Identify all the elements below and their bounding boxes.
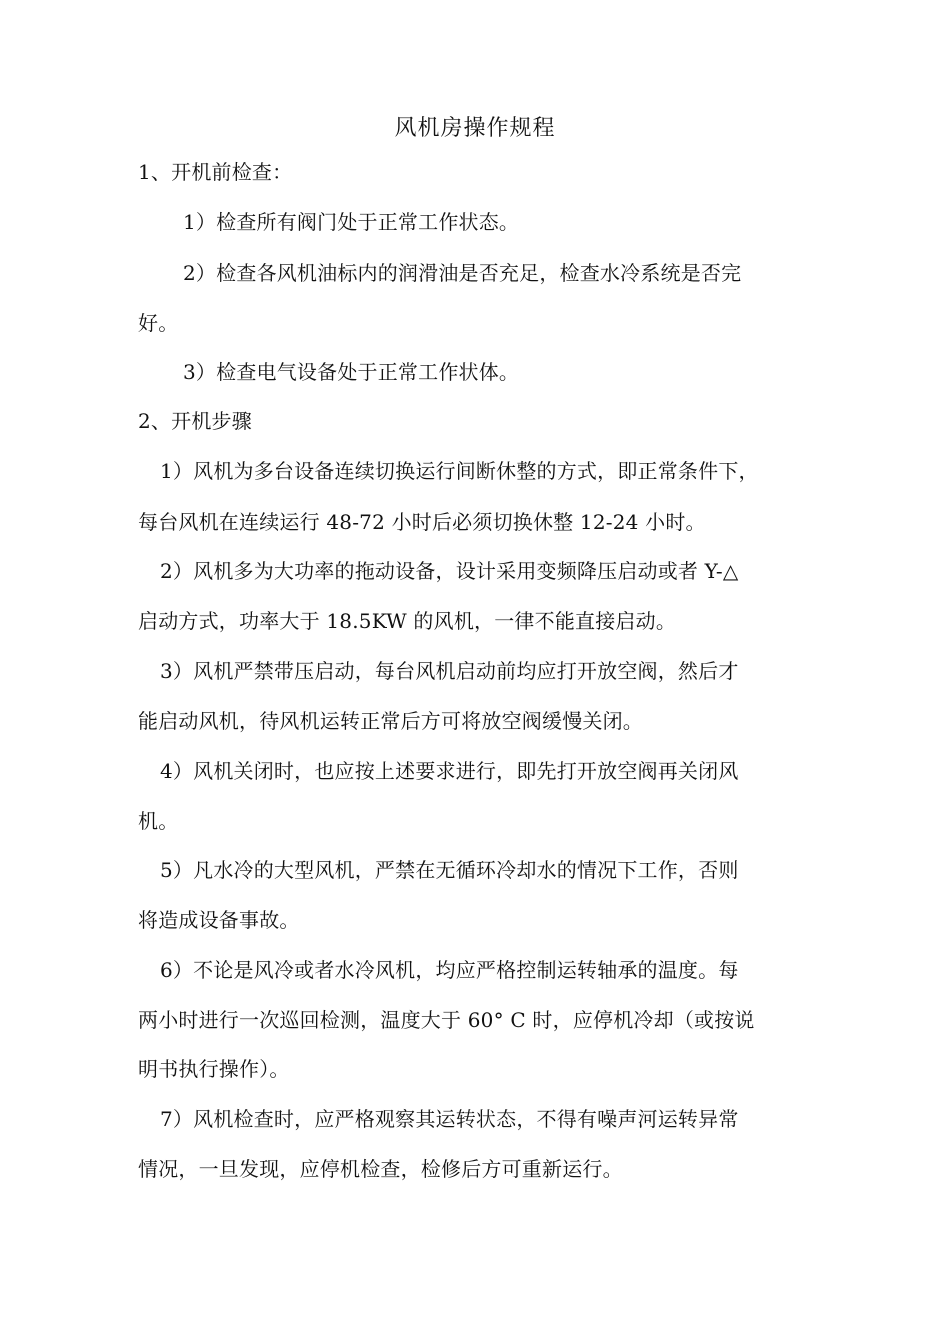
- paragraph-line: 能启动风机，待风机运转正常后方可将放空阀缓慢关闭。: [138, 709, 643, 733]
- paragraph-line: 7）风机检查时，应严格观察其运转状态，不得有噪声河运转异常: [160, 1107, 739, 1131]
- section-heading-1: 1、开机前检查：: [138, 160, 293, 184]
- paragraph-line: 情况，一旦发现，应停机检查，检修后方可重新运行。: [138, 1157, 623, 1181]
- paragraph-line: 3）检查电气设备处于正常工作状体。: [183, 360, 520, 384]
- paragraph-line: 6）不论是风冷或者水冷风机，均应严格控制运转轴承的温度。每: [160, 958, 739, 982]
- paragraph-line: 每台风机在连续运行 48-72 小时后必须切换休整 12-24 小时。: [138, 510, 706, 534]
- document-title: 风机房操作规程: [394, 116, 556, 141]
- paragraph-line: 5）凡水冷的大型风机，严禁在无循环冷却水的情况下工作，否则: [160, 858, 739, 882]
- paragraph-line: 两小时进行一次巡回检测，温度大于 60° C 时，应停机冷却（或按说: [138, 1008, 755, 1032]
- paragraph-line: 2）检查各风机油标内的润滑油是否充足，检查水冷系统是否完: [183, 261, 742, 285]
- paragraph-line: 好。: [138, 311, 179, 335]
- paragraph-line: 明书执行操作）。: [138, 1057, 290, 1081]
- paragraph-line: 1）风机为多台设备连续切换运行间断休整的方式，即正常条件下，: [160, 459, 759, 483]
- paragraph-line: 启动方式，功率大于 18.5KW 的风机，一律不能直接启动。: [138, 609, 677, 633]
- paragraph-line: 4）风机关闭时，也应按上述要求进行，即先打开放空阀再关闭风: [160, 759, 739, 783]
- paragraph-line: 1）检查所有阀门处于正常工作状态。: [183, 210, 520, 234]
- paragraph-line: 2）风机多为大功率的拖动设备，设计采用变频降压启动或者 Y-△: [160, 559, 739, 583]
- section-heading-2: 2、开机步骤: [138, 409, 252, 433]
- paragraph-line: 3）风机严禁带压启动，每台风机启动前均应打开放空阀，然后才: [160, 659, 739, 683]
- paragraph-line: 机。: [138, 809, 179, 833]
- paragraph-line: 将造成设备事故。: [138, 908, 300, 932]
